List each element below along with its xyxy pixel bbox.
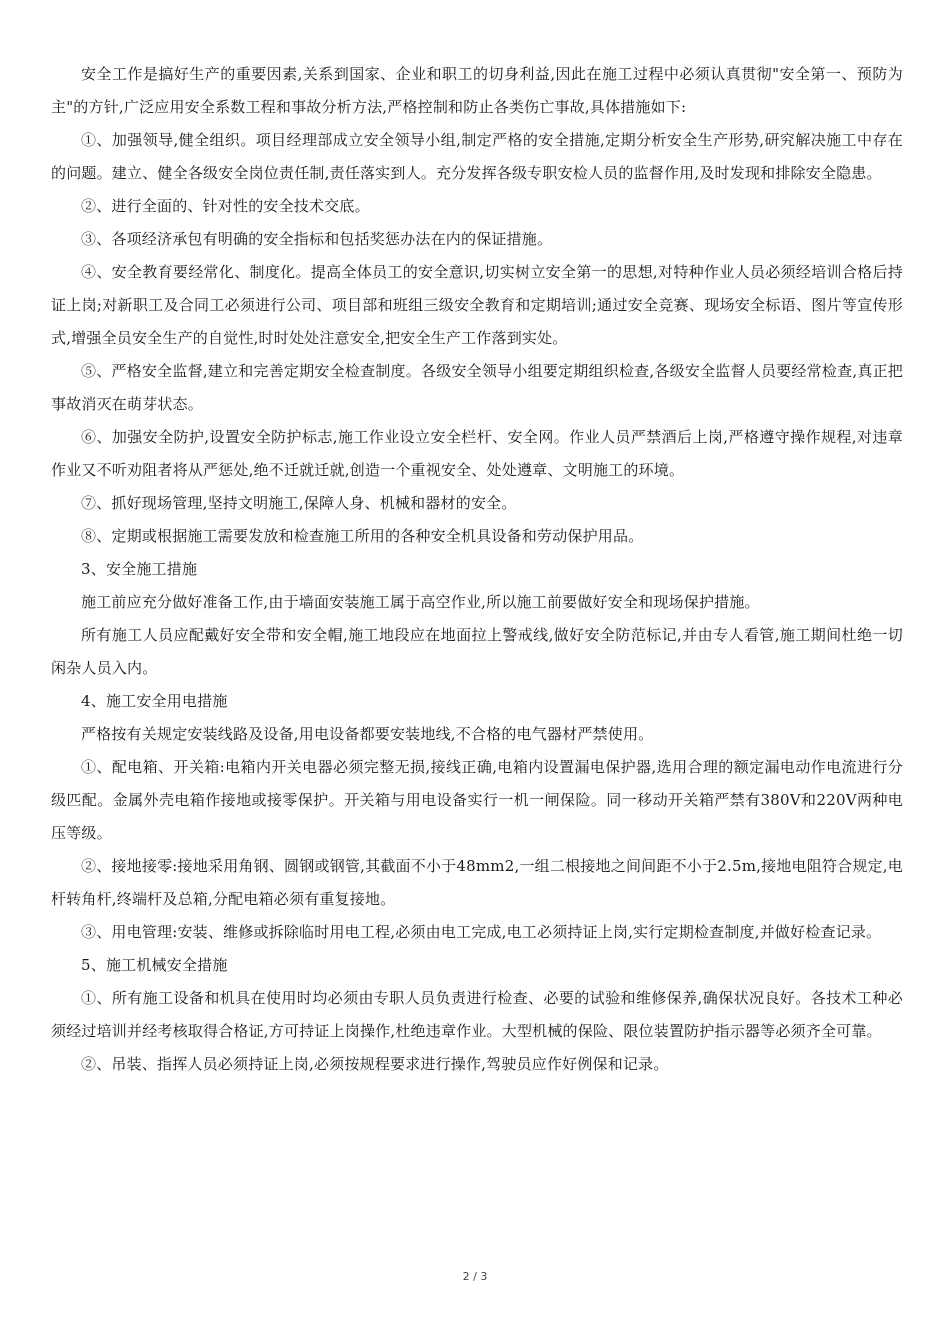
paragraph-item-8: ⑧、定期或根据施工需要发放和检查施工所用的各种安全机具设备和劳动保护用品。 — [81, 527, 644, 545]
paragraph-section-4-item-3: ③、用电管理:安装、维修或拆除临时用电工程,必须由电工完成,电工必须持证上岗,实行定期检查制度,并做好检查记录。 — [81, 923, 882, 941]
section-heading-4: 4、施工安全用电措施 — [81, 692, 228, 710]
paragraph-section-3-a: 施工前应充分做好准备工作,由于墙面安装施工属于高空作业,所以施工前要做好安全和现场保护措施。 — [81, 593, 760, 611]
paragraph-section-4-intro: 严格按有关规定安装线路及设备,用电设备都要安装地线,不合格的电气器材严禁使用。 — [81, 725, 654, 743]
paragraph-section-5-item-1: ①、所有施工设备和机具在使用时均必须由专职人员负责进行检查、必要的试验和维修保养,确保状况良好。各技术工种必须经过培训并经考核取得合格证,方可持证上岗操作,杜绝违章作业。大型机械的保险、限位装置防护指示器等必须齐全可靠。 — [51, 989, 903, 1040]
paragraph-section-5-item-2: ②、吊装、指挥人员必须持证上岗,必须按规程要求进行操作,驾驶员应作好例保和记录。 — [81, 1055, 669, 1073]
paragraph-section-3-b: 所有施工人员应配戴好安全带和安全帽,施工地段应在地面拉上警戒线,做好安全防范标记,并由专人看管,施工期间杜绝一切闲杂人员入内。 — [51, 626, 903, 677]
section-heading-5: 5、施工机械安全措施 — [81, 956, 228, 974]
paragraph-section-4-item-1: ①、配电箱、开关箱:电箱内开关电器必须完整无损,接线正确,电箱内设置漏电保护器,选用合理的额定漏电动作电流进行分级匹配。金属外壳电箱作接地或接零保护。开关箱与用电设备实行一机一闸保险。同一移动开关箱严禁有380V和220V两种电压等级。 — [51, 758, 903, 842]
paragraph-section-4-item-2: ②、接地接零:接地采用角钢、圆钢或钢管,其截面不小于48mm2,一组二根接地之间间距不小于2.5m,接地电阻符合规定,电杆转角杆,终端杆及总箱,分配电箱必须有重复接地。 — [51, 857, 903, 908]
page-number: 2 / 3 — [462, 1270, 488, 1283]
section-heading-3: 3、安全施工措施 — [81, 560, 198, 578]
paragraph-item-6: ⑥、加强安全防护,设置安全防护标志,施工作业设立安全栏杆、安全网。作业人员严禁酒后上岗,严格遵守操作规程,对违章作业又不听劝阻者将从严惩处,绝不迁就迁就,创造一个重视安全、处处遵章、文明施工的环境。 — [51, 428, 903, 479]
paragraph-intro: 安全工作是搞好生产的重要因素,关系到国家、企业和职工的切身利益,因此在施工过程中必须认真贯彻"安全第一、预防为主"的方针,广泛应用安全系数工程和事故分析方法,严格控制和防止各类伤亡事故,具体措施如下: — [51, 65, 903, 116]
paragraph-item-4: ④、安全教育要经常化、制度化。提高全体员工的安全意识,切实树立安全第一的思想,对特种作业人员必须经培训合格后持证上岗;对新职工及合同工必须进行公司、项目部和班组三级安全教育和定期培训;通过安全竞赛、现场安全标语、图片等宣传形式,增强全员安全生产的自觉性,时时处处注意安全,把安全生产工作落到实处。 — [51, 263, 903, 347]
paragraph-item-5: ⑤、严格安全监督,建立和完善定期安全检查制度。各级安全领导小组要定期组织检查,各级安全监督人员要经常检查,真正把事故消灭在萌芽状态。 — [51, 362, 903, 413]
paragraph-item-2: ②、进行全面的、针对性的安全技术交底。 — [81, 197, 370, 215]
document-body — [51, 58, 903, 1081]
paragraph-item-7: ⑦、抓好现场管理,坚持文明施工,保障人身、机械和器材的安全。 — [81, 494, 517, 512]
paragraph-item-3: ③、各项经济承包有明确的安全指标和包括奖惩办法在内的保证措施。 — [81, 230, 553, 248]
paragraph-item-1: ①、加强领导,健全组织。项目经理部成立安全领导小组,制定严格的安全措施,定期分析安全生产形势,研究解决施工中存在的问题。建立、健全各级安全岗位责任制,责任落实到人。充分发挥各级专职安检人员的监督作用,及时发现和排除安全隐患。 — [51, 131, 903, 182]
